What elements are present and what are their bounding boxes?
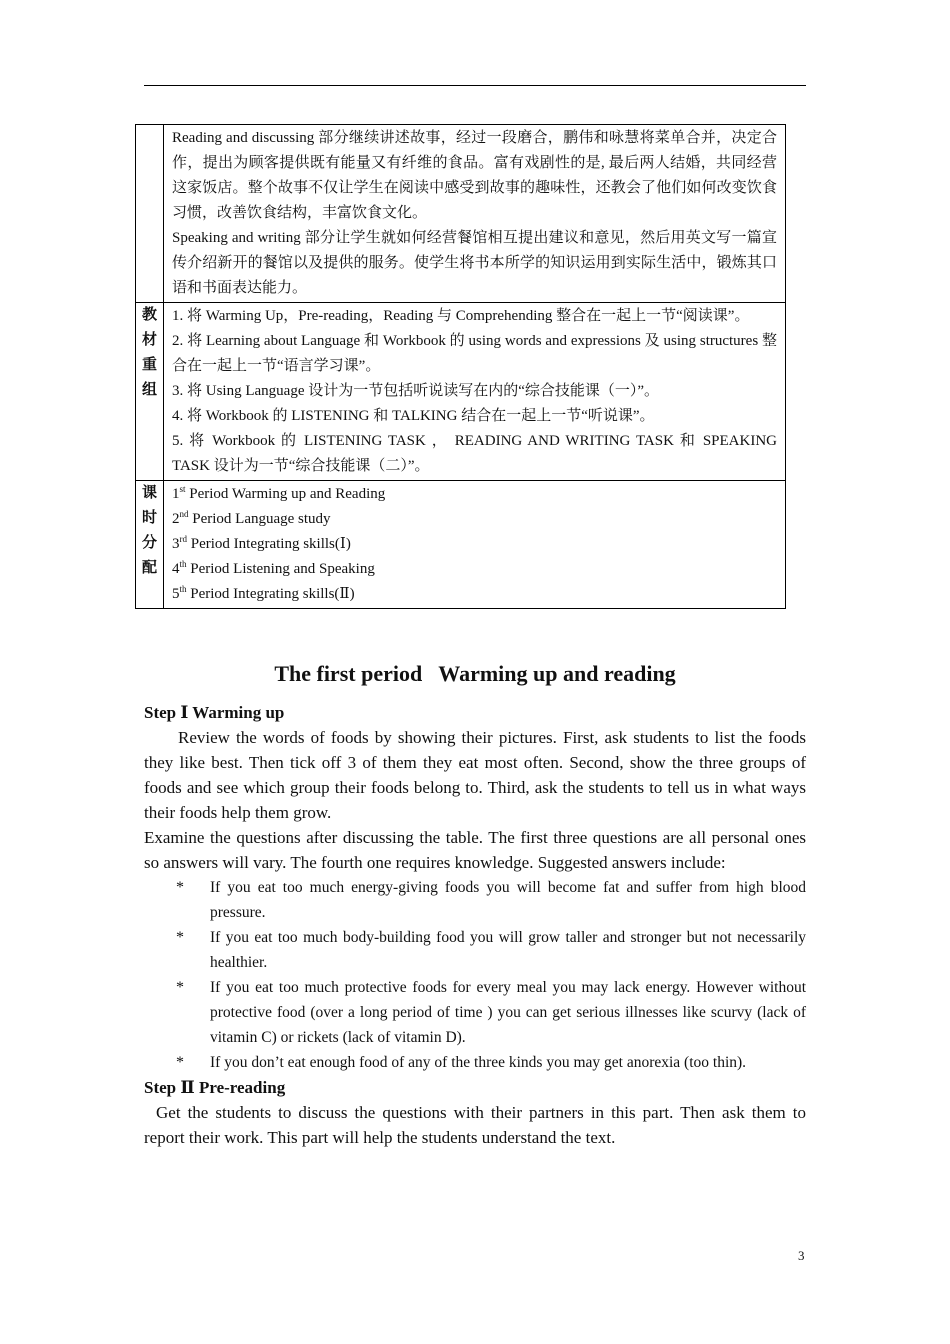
- header-rule: [144, 85, 806, 86]
- asterisk-bullet-icon: *: [176, 979, 184, 996]
- period-2: 2nd Period Language study: [172, 509, 331, 527]
- main-content: [144, 700, 806, 1150]
- suggested-answers-list: [144, 875, 806, 1075]
- period-3: 3rd Period Integrating skills(Ⅰ): [172, 534, 351, 552]
- paragraph-speaking-writing: Speaking and writing 部分让学生就如何经营餐馆相互提出建议和意见，然后用英文写一篇宣传介绍新开的餐馆以及提供的服务。使学生将书本所学的知识运用到实际生活中，锻炼其口语和书面表达能力。: [172, 230, 777, 296]
- asterisk-bullet-icon: *: [176, 879, 184, 896]
- paragraph-reading-discussing: Reading and discussing 部分继续讲述故事，经过一段磨合，鹏伟和咏慧将菜单合并，决定合作，提出为顾客提供既有能量又有纤维的食品。富有戏剧性的是, 最后两人结婚，共同经营这家饭店。整个故事不仅让学生在阅读中感受到故事的趣味性，还教会了他们如何改变饮食习惯，改善饮食结构，丰富饮食文化。: [172, 130, 777, 221]
- regroup-item-5: 5. 将 Workbook 的 LISTENING TASK ， READING AND WRITING TASK 和 SPEAKING TASK 设计为一节“综合技能课（二）”。: [172, 433, 777, 474]
- row-content-reading: [164, 125, 786, 303]
- section-title: The first period Warming up and reading: [274, 661, 676, 686]
- regroup-item-2: 2. 将 Learning about Language 和 Workbook 的 using words and expressions 及 using structures 整合在一起上一节“语言学习课”。: [172, 333, 777, 374]
- lesson-plan-table: [135, 124, 786, 609]
- regroup-item-4: 4. 将 Workbook 的 LISTENING 和 TALKING 结合在一起上一节“听说课”。: [172, 408, 655, 424]
- row-label-empty: [136, 125, 164, 303]
- step2-heading: Step Ⅱ Pre-reading: [144, 1078, 286, 1097]
- row-content-regroup: [164, 303, 786, 481]
- regroup-item-3: 3. 将 Using Language 设计为一节包括听说读写在内的“综合技能课（一）”。: [172, 383, 660, 399]
- period-4: 4th Period Listening and Speaking: [172, 559, 375, 577]
- table-row-periods: [136, 481, 786, 609]
- step1-paragraph-2: Examine the questions after discussing the table. The first three questions are all personal ones so answers will vary. The fourth one requires knowledge. Suggested answers include:: [144, 828, 806, 872]
- table-row-reading: [136, 125, 786, 303]
- list-item: * If you eat too much protective foods for every meal you may lack energy. However without protective food (over a long period of time ) you can get serious illnesses like scurvy (lack of vitamin C) or rickets (lack of vitamin D).: [144, 975, 806, 1050]
- list-item: * If you don’t eat enough food of any of the three kinds you may get anorexia (too thin).: [144, 1050, 806, 1075]
- step2-paragraph: Get the students to discuss the questions with their partners in this part. Then ask them to report their work. This part will help the students understand the text.: [144, 1103, 806, 1147]
- list-item: * If you eat too much body-building food you will grow taller and stronger but not necessarily healthier.: [144, 925, 806, 975]
- page-number: 3: [798, 1248, 805, 1263]
- row-label-periods: 课 时 分 配: [136, 481, 164, 609]
- asterisk-bullet-icon: *: [176, 1054, 184, 1071]
- period-5: 5th Period Integrating skills(Ⅱ): [172, 584, 355, 602]
- regroup-item-1: 1. 将 Warming Up，Pre-reading，Reading 与 Comprehending 整合在一起上一节“阅读课”。: [172, 308, 750, 324]
- row-label-regroup: 教 材 重 组: [136, 303, 164, 481]
- table-row-regroup: [136, 303, 786, 481]
- row-content-periods: [164, 481, 786, 609]
- step1-paragraph-1: Review the words of foods by showing their pictures. First, ask students to list the foods they like best. Then tick off 3 of them they eat most often. Second, show the three groups of foods and see which group their foods belong to. Third, ask the students to tell us in what ways their foods help them grow.: [144, 728, 806, 822]
- step1-heading: Step Ⅰ Warming up: [144, 703, 285, 722]
- period-1: 1st Period Warming up and Reading: [172, 484, 386, 502]
- list-item: * If you eat too much energy-giving foods you will become fat and suffer from high blood pressure.: [144, 875, 806, 925]
- asterisk-bullet-icon: *: [176, 929, 184, 946]
